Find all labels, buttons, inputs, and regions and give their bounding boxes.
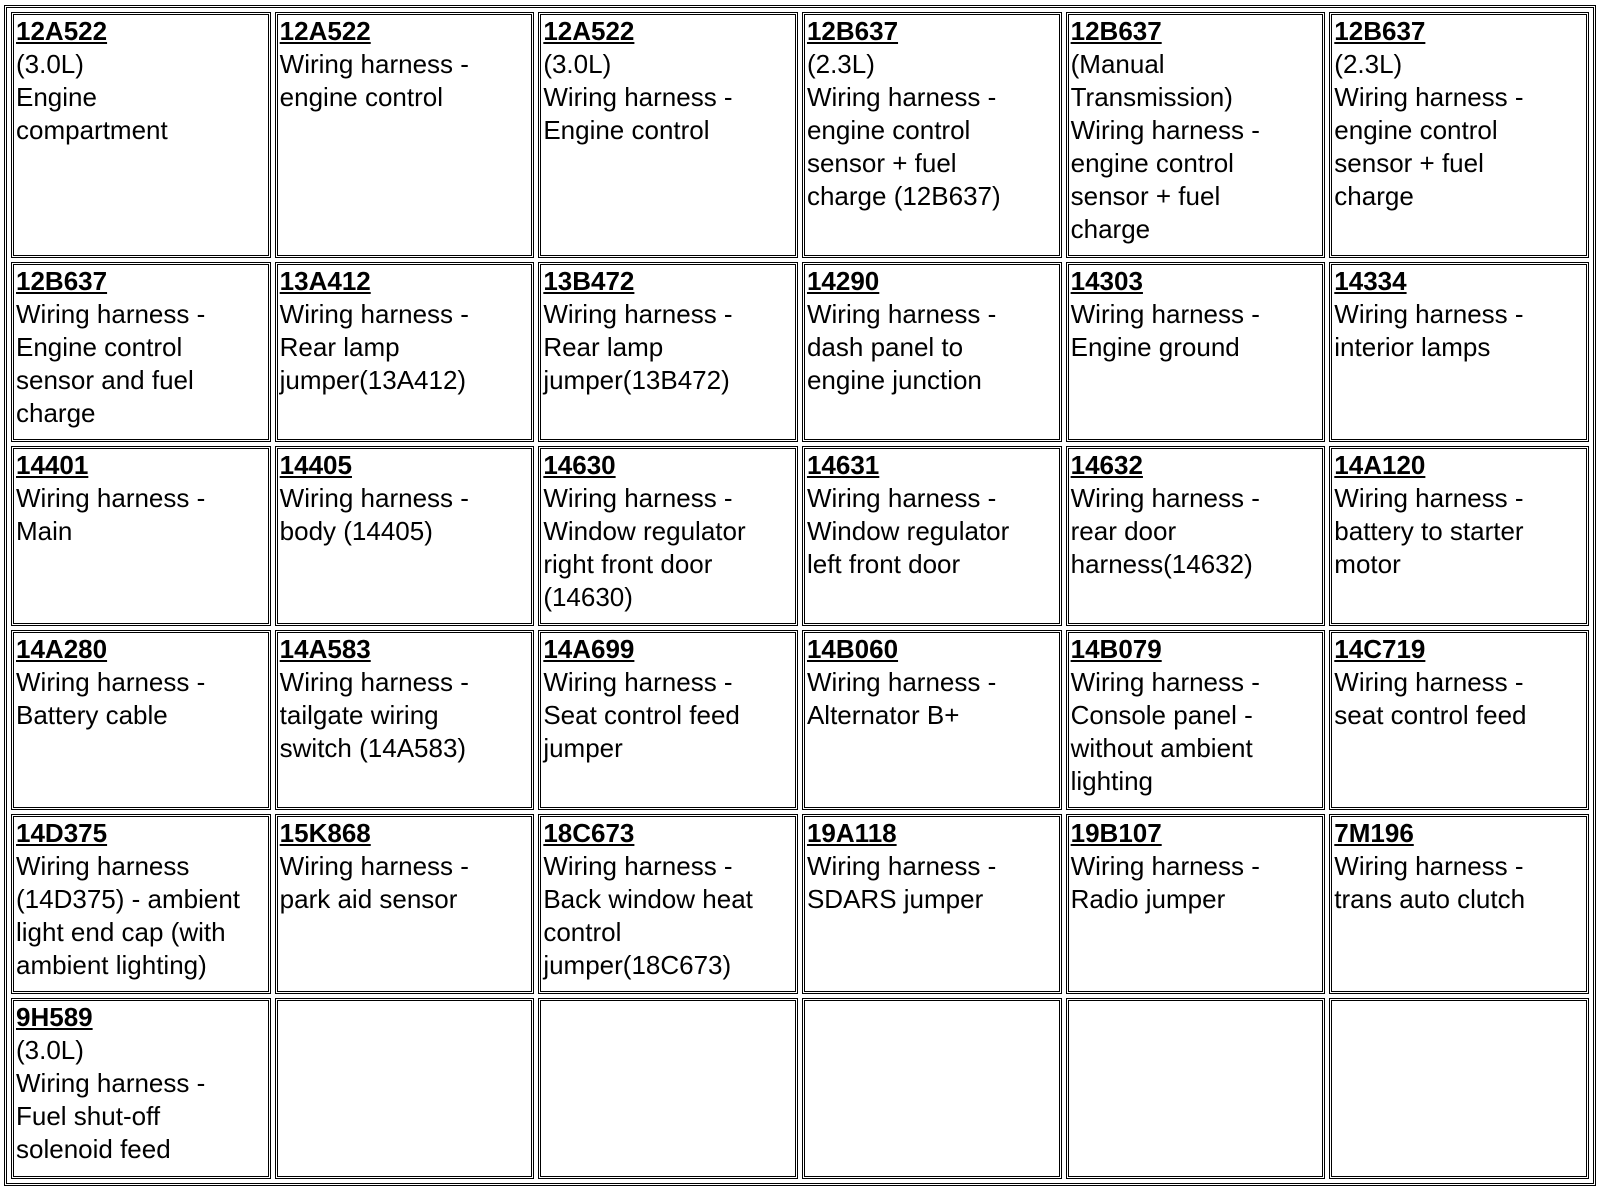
harness-cell (11, 446, 271, 626)
description-line: interior lamps (1334, 332, 1491, 362)
part-number-link[interactable]: 12A522 (543, 16, 635, 46)
description-line: body (14405) (279, 516, 433, 546)
description-line: sensor + fuel (1070, 181, 1221, 211)
description-line: Engine control (543, 115, 710, 145)
part-number-link[interactable]: 14401 (16, 450, 89, 480)
description-line: Rear lamp (279, 332, 400, 362)
description-line: Wiring harness - (1070, 299, 1260, 329)
table-row (11, 262, 1589, 442)
description-line: (14D375) - ambient (16, 884, 240, 914)
harness-cell (538, 630, 798, 810)
description-line: battery to starter (1334, 516, 1524, 546)
part-number-link[interactable]: 12A522 (16, 16, 108, 46)
description-line: charge (12B637) (806, 181, 1001, 211)
harness-cell (1066, 814, 1326, 994)
harness-cell (538, 814, 798, 994)
harness-cell (11, 630, 271, 810)
description-line: seat control feed (1334, 700, 1527, 730)
description-line: Transmission) (1070, 82, 1233, 112)
description-line: Alternator B+ (806, 700, 960, 730)
part-number-link[interactable]: 13B472 (543, 266, 635, 296)
harness-cell (538, 262, 798, 442)
description-line: Wiring harness - (806, 851, 997, 881)
empty-cell (1329, 998, 1589, 1179)
description-line: motor (1334, 549, 1401, 579)
part-number-link[interactable]: 12B637 (1070, 16, 1162, 46)
harness-cell (1329, 12, 1589, 258)
harness-cell (538, 446, 798, 626)
description-line: Seat control feed (543, 700, 740, 730)
harness-cell (1329, 446, 1589, 626)
harness-cell (11, 262, 271, 442)
wiring-harness-table (4, 5, 1596, 1186)
description-line: Wiring harness - (1334, 851, 1524, 881)
description-line: Wiring harness - (543, 299, 733, 329)
description-line: (14630) (543, 582, 633, 612)
part-number-link[interactable]: 14B079 (1070, 634, 1162, 664)
harness-cell (1329, 262, 1589, 442)
description-line: charge (1070, 214, 1151, 244)
description-line: Wiring harness - (1334, 667, 1524, 697)
part-number-link[interactable]: 12B637 (16, 266, 108, 296)
part-number-link[interactable]: 12A522 (279, 16, 371, 46)
part-number-link[interactable]: 14A583 (279, 634, 371, 664)
part-number-link[interactable]: 14632 (1070, 450, 1143, 480)
description-line: (3.0L) (543, 49, 612, 79)
part-number-link[interactable]: 15K868 (279, 818, 371, 848)
part-number-link[interactable]: 14A120 (1334, 450, 1426, 480)
harness-cell (11, 12, 271, 258)
description-line: Wiring harness - (279, 667, 469, 697)
description-line: charge (1334, 181, 1414, 211)
description-line: (2.3L) (1334, 49, 1403, 79)
description-line: lighting (1070, 766, 1154, 796)
empty-cell (275, 998, 535, 1179)
description-line: solenoid feed (16, 1134, 171, 1164)
harness-cell (802, 814, 1062, 994)
description-line: Main (16, 516, 73, 546)
harness-cell (802, 630, 1062, 810)
part-number-link[interactable]: 9H589 (16, 1002, 93, 1032)
part-number-link[interactable]: 19A118 (806, 818, 897, 848)
description-line: Wiring harness - (16, 299, 206, 329)
harness-cell (802, 12, 1062, 258)
part-number-link[interactable]: 12B637 (806, 16, 899, 46)
description-line: Wiring harness - (16, 483, 206, 513)
part-number-link[interactable]: 14290 (806, 266, 880, 296)
description-line: Back window heat (543, 884, 753, 914)
description-line: jumper(18C673) (543, 950, 732, 980)
description-line: Fuel shut-off (16, 1101, 161, 1131)
description-line: ambient lighting) (16, 950, 207, 980)
description-line: sensor and fuel (16, 365, 194, 395)
description-line: right front door (543, 549, 713, 579)
part-number-link[interactable]: 14631 (806, 450, 880, 480)
part-number-link[interactable]: 12B637 (1334, 16, 1426, 46)
description-line: park aid sensor (279, 884, 458, 914)
harness-cell (275, 12, 535, 258)
wiring-harness-table-body (11, 12, 1589, 1179)
part-number-link[interactable]: 14630 (543, 450, 616, 480)
description-line: Wiring harness - (16, 1068, 206, 1098)
harness-cell (1066, 446, 1326, 626)
description-line: Rear lamp (543, 332, 664, 362)
description-line: engine junction (806, 365, 982, 395)
description-line: Wiring harness - (543, 483, 733, 513)
description-line: trans auto clutch (1334, 884, 1526, 914)
description-line: switch (14A583) (279, 733, 467, 763)
description-line: Wiring harness - (1070, 483, 1260, 513)
description-line: Radio jumper (1070, 884, 1226, 914)
description-line: Wiring harness - (1334, 299, 1524, 329)
part-number-link[interactable]: 14334 (1334, 266, 1407, 296)
description-line: engine control (1334, 115, 1498, 145)
description-line: Wiring harness - (543, 82, 733, 112)
description-line: Wiring harness - (1334, 483, 1524, 513)
description-line: Wiring harness - (543, 851, 733, 881)
description-line: (2.3L) (806, 49, 875, 79)
harness-cell (802, 446, 1062, 626)
description-line: Console panel - (1070, 700, 1253, 730)
description-line: Wiring harness - (1070, 667, 1260, 697)
description-line: jumper (543, 733, 623, 763)
description-line: Wiring harness - (543, 667, 733, 697)
part-number-link[interactable]: 18C673 (543, 818, 635, 848)
harness-cell (275, 262, 535, 442)
harness-cell (1329, 630, 1589, 810)
harness-cell (275, 446, 535, 626)
description-line: Wiring harness - (1070, 115, 1260, 145)
description-line: Window regulator (543, 516, 746, 546)
table-row (11, 814, 1589, 994)
description-line: Wiring harness - (279, 851, 469, 881)
description-line: jumper(13B472) (543, 365, 730, 395)
part-number-link[interactable]: 14D375 (16, 818, 108, 848)
description-line: Engine ground (1070, 332, 1240, 362)
description-line: (3.0L) (16, 49, 84, 79)
description-line: Engine (16, 82, 97, 112)
part-number-link[interactable]: 14B060 (806, 634, 899, 664)
description-line: charge (16, 398, 96, 428)
description-line: tailgate wiring (279, 700, 439, 730)
part-number-link[interactable]: 14C719 (1334, 634, 1426, 664)
description-line: Wiring harness - (806, 299, 997, 329)
description-line: Wiring harness - (279, 483, 469, 513)
part-number-link[interactable]: 14A280 (16, 634, 108, 664)
description-line: Wiring harness - (279, 299, 469, 329)
empty-cell (1066, 998, 1326, 1179)
table-row (11, 630, 1589, 810)
description-line: Wiring harness - (806, 82, 997, 112)
description-line: Wiring harness - (279, 49, 469, 79)
description-line: sensor + fuel (806, 148, 957, 178)
description-line: SDARS jumper (806, 884, 984, 914)
harness-cell (275, 630, 535, 810)
part-number-link[interactable]: 19B107 (1070, 818, 1162, 848)
description-line: Engine control (16, 332, 183, 362)
part-number-link[interactable]: 13A412 (279, 266, 371, 296)
description-line: Wiring harness - (1334, 82, 1524, 112)
part-number-link[interactable]: 14405 (279, 450, 352, 480)
harness-cell (538, 12, 798, 258)
description-line: engine control (806, 115, 971, 145)
empty-cell (802, 998, 1062, 1179)
description-line: compartment (16, 115, 168, 145)
description-line: light end cap (with (16, 917, 226, 947)
description-line: Wiring harness - (16, 667, 206, 697)
harness-cell (802, 262, 1062, 442)
description-line: engine control (1070, 148, 1234, 178)
description-line: harness(14632) (1070, 549, 1253, 579)
description-line: Battery cable (16, 700, 168, 730)
description-line: without ambient (1070, 733, 1253, 763)
description-line: engine control (279, 82, 443, 112)
description-line: rear door (1070, 516, 1177, 546)
description-line: (3.0L) (16, 1035, 84, 1065)
part-number-link[interactable]: 7M196 (1334, 818, 1414, 848)
table-row (11, 446, 1589, 626)
harness-cell (1329, 814, 1589, 994)
description-line: Window regulator (806, 516, 1010, 546)
table-row (11, 998, 1589, 1179)
description-line: jumper(13A412) (279, 365, 467, 395)
description-line: Wiring harness - (1070, 851, 1260, 881)
description-line: Wiring harness - (806, 667, 997, 697)
harness-cell (11, 998, 271, 1179)
harness-cell (1066, 262, 1326, 442)
description-line: (Manual (1070, 49, 1165, 79)
description-line: control (543, 917, 622, 947)
description-line: left front door (806, 549, 961, 579)
description-line: Wiring harness - (806, 483, 997, 513)
description-line: Wiring harness (16, 851, 190, 881)
harness-cell (1066, 630, 1326, 810)
harness-cell (275, 814, 535, 994)
empty-cell (538, 998, 798, 1179)
description-line: dash panel to (806, 332, 964, 362)
part-number-link[interactable]: 14A699 (543, 634, 635, 664)
description-line: sensor + fuel (1334, 148, 1484, 178)
part-number-link[interactable]: 14303 (1070, 266, 1143, 296)
table-row (11, 12, 1589, 258)
harness-cell (1066, 12, 1326, 258)
harness-cell (11, 814, 271, 994)
